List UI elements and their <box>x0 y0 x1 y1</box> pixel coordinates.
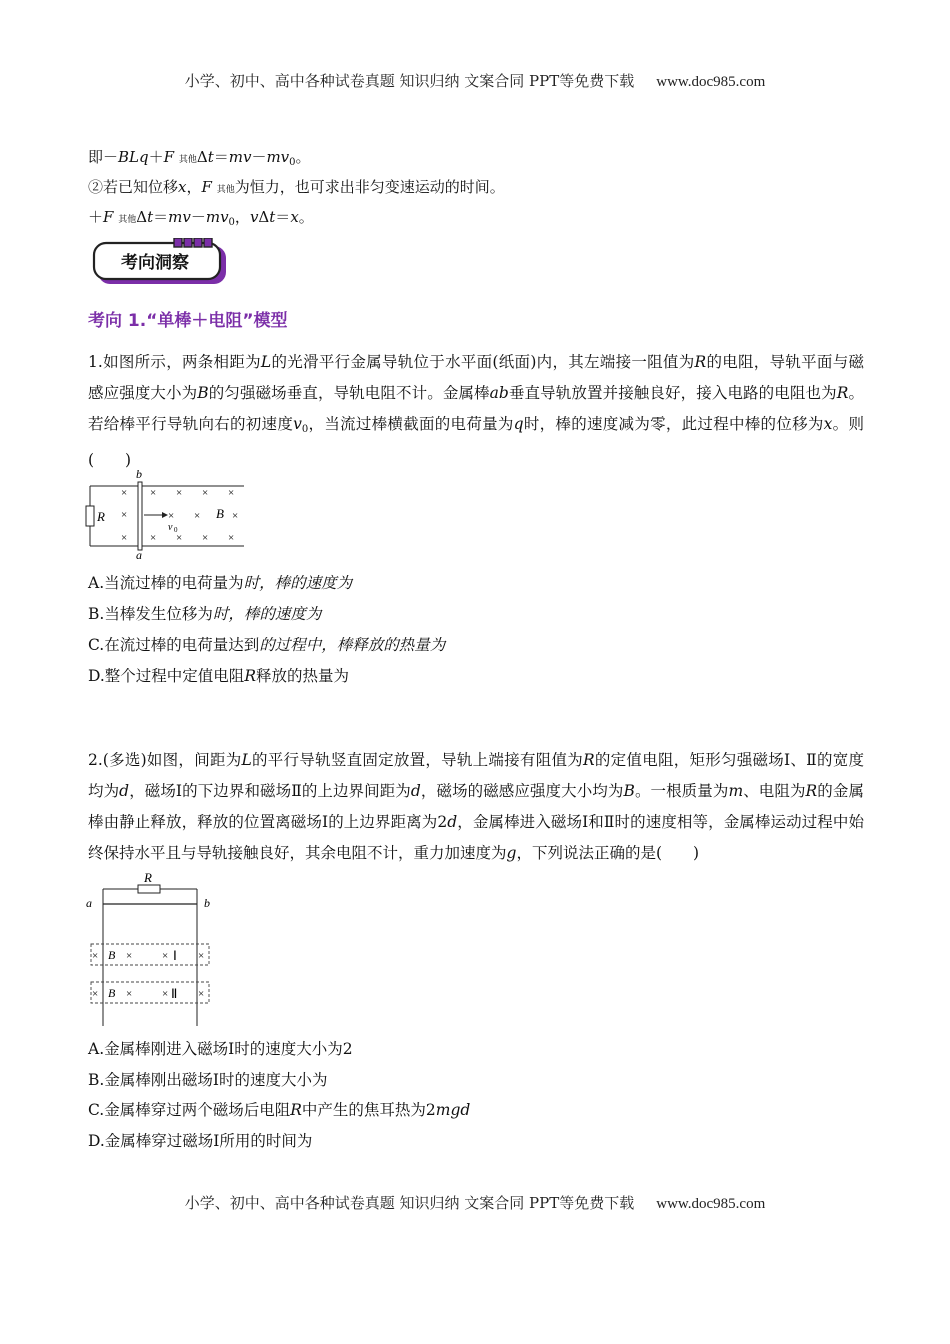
footer-text: 小学、初中、高中各种试卷真题 知识归纳 文案合同 PPT等免费下载 <box>184 1194 635 1212</box>
q2-option-b: B.金属棒刚出磁场Ⅰ时的速度大小为 <box>88 1071 328 1089</box>
cross-mark: × <box>126 988 133 1000</box>
intro-line-1 <box>88 146 311 168</box>
page-footer <box>0 1192 950 1213</box>
label-region-2: Ⅱ <box>171 986 178 1001</box>
t: 0 <box>228 217 235 228</box>
t: C.金属棒穿过两个磁场后电阻 <box>88 1101 291 1119</box>
t: g <box>506 844 517 862</box>
t: ＝ <box>153 208 169 226</box>
t: 其他 <box>178 155 197 165</box>
label-R: R <box>144 870 152 885</box>
label-B: B <box>108 948 116 962</box>
resistor <box>86 506 94 526</box>
t: q <box>513 415 524 433</box>
label-b: b <box>204 896 210 910</box>
q1-option-d <box>88 664 349 686</box>
badge-tab <box>194 238 202 247</box>
t: 2.(多选)如图，间距为 <box>88 751 242 769</box>
label-region-1: Ⅰ <box>173 948 177 963</box>
t: ＝ <box>275 208 291 226</box>
t: 的光滑平行金属导轨位于水平面(纸面)内，其左端接一阻值为 <box>271 353 695 371</box>
t: 其他 <box>118 215 137 225</box>
t: mv <box>205 208 229 226</box>
t: R <box>694 353 707 371</box>
cross-mark: × <box>150 532 157 544</box>
t: ， <box>234 208 250 226</box>
t: x <box>290 208 299 226</box>
t: 的过程中，棒释放的热量为 <box>259 636 446 654</box>
cross-mark: × <box>176 532 183 544</box>
q2-stem <box>88 745 864 869</box>
t: v <box>293 415 302 433</box>
t: A.当流过棒的电荷量为 <box>88 574 244 592</box>
t: d <box>447 813 458 831</box>
t: ， <box>186 178 202 196</box>
t: 垂直导轨放置并接触良好，接入电路的电阻也为 <box>508 384 837 402</box>
t: L <box>260 353 272 371</box>
cross-mark: × <box>202 487 209 499</box>
t: R <box>836 384 849 402</box>
q2-figure <box>84 870 224 1030</box>
label-v0-sub: 0 <box>174 526 178 534</box>
label-a: a <box>136 548 142 560</box>
t: 。则( ) <box>88 415 864 469</box>
t: ab <box>489 384 509 402</box>
cross-mark: × <box>121 487 128 499</box>
t: L <box>241 751 252 769</box>
t: m <box>728 782 744 800</box>
t: 。 <box>295 148 311 166</box>
t: 时，棒的速度为 <box>243 574 353 592</box>
t: 、电阻为 <box>743 782 806 800</box>
cross-mark: × <box>126 950 133 962</box>
t: 的定值电阻，矩形匀强磁场Ⅰ、Ⅱ的宽度均为 <box>88 751 864 800</box>
label-B: B <box>108 986 116 1000</box>
t: mgd <box>435 1101 471 1119</box>
metal-rod <box>138 482 142 550</box>
t: B <box>197 384 209 402</box>
t: 为恒力，也可求出非匀变速运动的时间。 <box>234 178 505 196</box>
t: x <box>178 178 187 196</box>
header-text: 小学、初中、高中各种试卷真题 知识归纳 文案合同 PPT等免费下载 <box>184 72 635 90</box>
badge-label: 考向洞察 <box>121 253 189 273</box>
cross-mark: × <box>232 510 239 522</box>
cross-mark: × <box>176 487 183 499</box>
t: t <box>207 148 214 166</box>
footer-site: www.doc985.com <box>656 1196 766 1212</box>
q1-stem <box>88 347 864 476</box>
q1-option-a <box>88 571 352 593</box>
t: v <box>249 208 259 226</box>
q1-figure <box>84 466 248 560</box>
t: d <box>119 782 130 800</box>
t: d <box>410 782 421 800</box>
cross-mark: × <box>228 487 235 499</box>
cross-mark: × <box>228 532 235 544</box>
cross-mark: × <box>150 487 157 499</box>
t: F <box>201 178 212 196</box>
cross-mark: × <box>168 510 175 522</box>
cross-mark: × <box>92 988 99 1000</box>
t: Δ <box>136 208 148 226</box>
t: 1.如图所示，两条相距为 <box>88 353 261 371</box>
label-b: b <box>136 467 142 481</box>
t: 即－ <box>88 148 119 166</box>
t: － <box>190 208 206 226</box>
t: Δ <box>258 208 270 226</box>
t: 。一根质量为 <box>634 782 729 800</box>
t: F <box>163 148 175 166</box>
t: ，金属棒进入磁场Ⅰ和Ⅱ时的速度相等，金属棒运动过程中始终保持水平且与导轨接触良好，其余电阻不计，重力加速度为 <box>88 813 864 862</box>
t: ，当流过棒横截面的电荷量为 <box>308 415 514 433</box>
t: 时，棒的速度为 <box>212 605 322 623</box>
t: R <box>582 751 595 769</box>
cross-mark: × <box>198 988 205 1000</box>
cross-mark: × <box>121 532 128 544</box>
t: － <box>251 148 267 166</box>
badge-tab <box>174 238 182 247</box>
t: mv <box>266 148 290 166</box>
t: ＋ <box>88 208 104 226</box>
cross-mark: × <box>121 509 128 521</box>
t: t <box>147 208 154 226</box>
t: ＋ <box>148 148 164 166</box>
q1-option-c <box>88 633 445 655</box>
q2-option-d: D.金属棒穿过磁场Ⅰ所用的时间为 <box>88 1132 313 1150</box>
t: ，磁场Ⅰ的下边界和磁场Ⅱ的上边界间距为 <box>129 782 411 800</box>
t: 的电阻，导轨平面与磁感应强度大小为 <box>88 353 864 402</box>
resistor <box>138 885 160 893</box>
cross-mark: × <box>162 950 169 962</box>
t: 。若给棒平行导轨向右的初速度 <box>88 384 864 433</box>
t: x <box>823 415 833 433</box>
intro-line-2 <box>88 176 505 197</box>
t: 的平行导轨竖直固定放置，导轨上端接有阻值为 <box>251 751 583 769</box>
t: 。 <box>298 208 314 226</box>
t: ＝ <box>213 148 229 166</box>
label-a: a <box>86 896 92 910</box>
cross-mark: × <box>202 532 209 544</box>
t: ②若已知位移 <box>88 178 179 196</box>
q1-option-b <box>88 602 321 624</box>
t: ，磁场的磁感应强度大小均为 <box>420 782 624 800</box>
t: mv <box>228 148 252 166</box>
t: R <box>290 1101 302 1119</box>
t: t <box>269 208 276 226</box>
badge-tab <box>184 238 192 247</box>
page-header <box>0 70 950 91</box>
section-badge <box>92 238 232 288</box>
header-site: www.doc985.com <box>656 74 766 90</box>
cross-mark: × <box>92 950 99 962</box>
t: 中产生的焦耳热为2 <box>301 1101 436 1119</box>
label-B: B <box>216 506 224 521</box>
label-v: v <box>168 522 173 533</box>
t: 其他 <box>216 185 235 195</box>
t: D.整个过程中定值电阻 <box>88 667 245 685</box>
t: 释放的热量为 <box>255 667 349 685</box>
t: Δ <box>196 148 208 166</box>
t: R <box>244 667 256 685</box>
t: BLq <box>118 148 149 166</box>
t: 的金属棒由静止释放，释放的位置离磁场Ⅰ的上边界距离为2 <box>88 782 864 831</box>
t: 时，棒的速度减为零，此过程中棒的位移为 <box>523 415 824 433</box>
t: 0 <box>301 424 309 435</box>
q2-option-a: A.金属棒刚进入磁场Ⅰ时的速度大小为2 <box>88 1040 353 1058</box>
t: 的匀强磁场垂直，导轨电阻不计。金属棒 <box>208 384 490 402</box>
cross-mark: × <box>162 988 169 1000</box>
section-title: 考向 1.“单棒＋电阻”模型 <box>88 311 288 331</box>
t: C.在流过棒的电荷量达到 <box>88 636 260 654</box>
cross-mark: × <box>198 950 205 962</box>
t: F <box>103 208 114 226</box>
t: ，下列说法正确的是( ) <box>516 844 700 862</box>
t: 0 <box>289 157 296 168</box>
t: mv <box>168 208 191 226</box>
t: R <box>805 782 818 800</box>
t: B.当棒发生位移为 <box>88 605 213 623</box>
cross-mark: × <box>194 510 201 522</box>
q2-option-c <box>88 1098 470 1120</box>
intro-line-3 <box>88 206 314 228</box>
badge-tab <box>204 238 212 247</box>
label-R: R <box>97 509 105 524</box>
t: B <box>623 782 635 800</box>
